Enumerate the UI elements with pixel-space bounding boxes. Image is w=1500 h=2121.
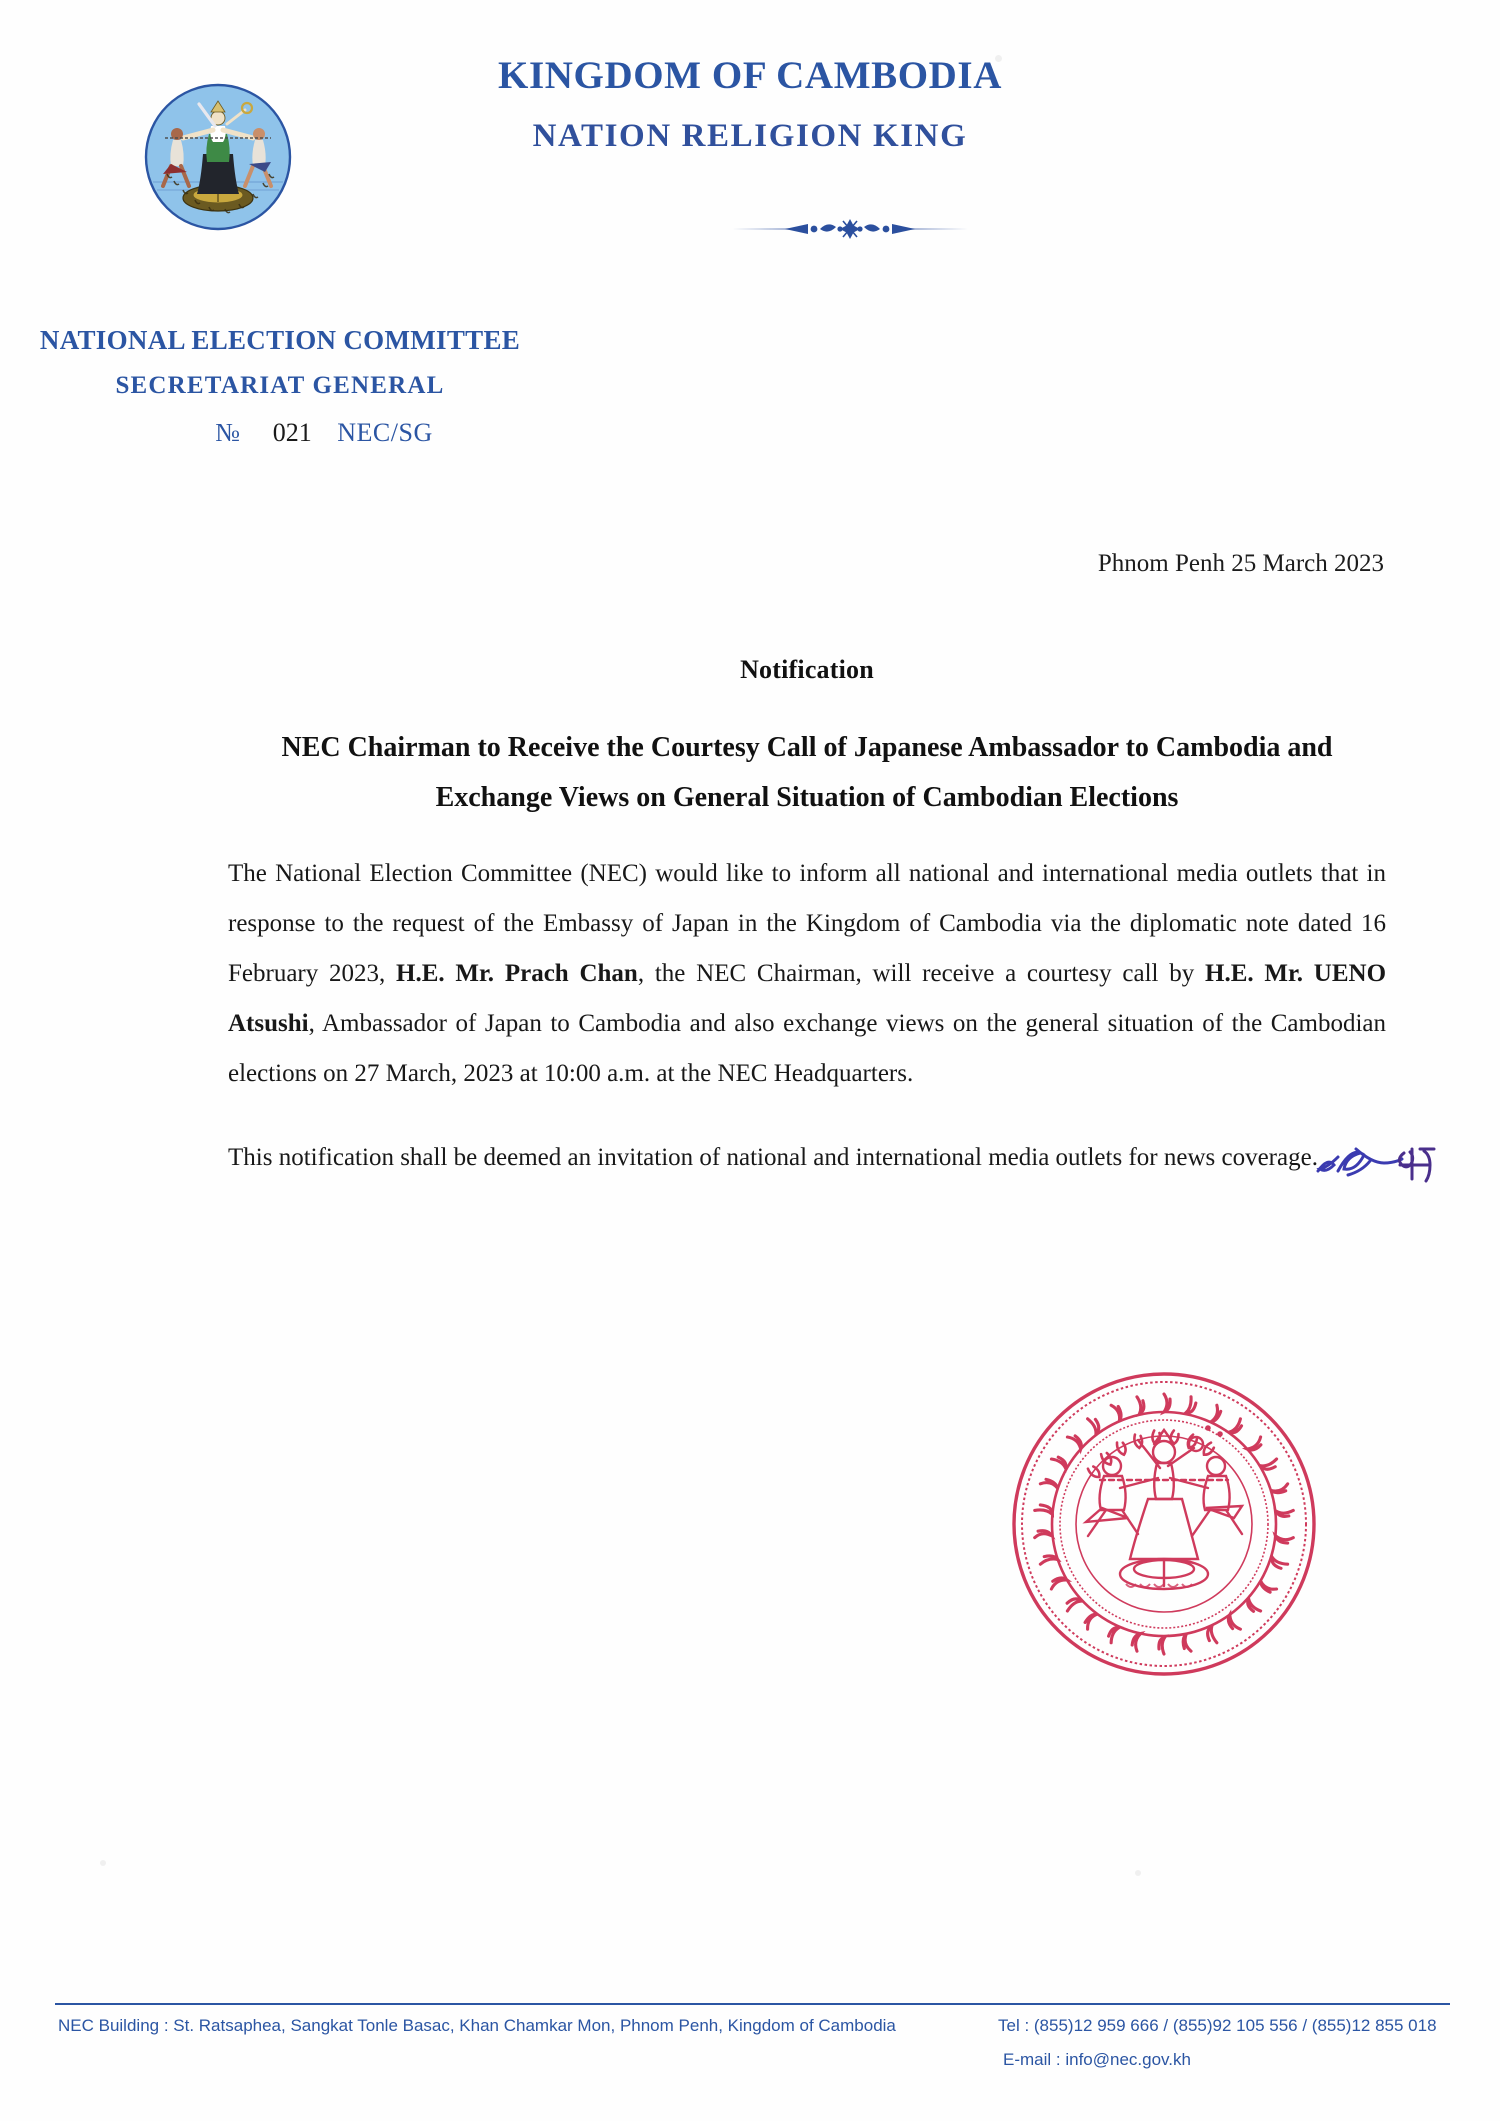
official-red-seal-stamp-icon	[1008, 1368, 1320, 1680]
footer-top-row	[58, 2016, 1448, 2036]
national-motto: NATION RELIGION KING	[532, 117, 968, 154]
paragraph-1-part-c: , Ambassador of Japan to Cambodia and also exchange views on the general situation of the Cambodian elections on 27 March, 2023 at 10:00 a.m. at the NEC Headquarters.	[228, 1009, 1386, 1087]
document-header	[400, 55, 1100, 155]
footer-email: E-mail : info@nec.gov.kh	[1003, 2050, 1191, 2069]
committee-name: NATIONAL ELECTION COMMITTEE	[39, 325, 521, 355]
place-and-date: Phnom Penh 25 March 2023	[1097, 550, 1384, 577]
paragraph-1-part-b: , the NEC Chairman, will receive a courtesy call by	[637, 959, 1205, 987]
ornamental-divider-icon	[730, 216, 970, 242]
secretariat-name: SECRETARIAT GENERAL	[115, 372, 445, 399]
scan-speck	[1135, 1870, 1141, 1876]
paragraph-1	[228, 849, 1386, 1099]
document-body	[228, 655, 1386, 1183]
chairman-name: H.E. Mr. Prach Chan	[396, 959, 638, 987]
paragraph-2	[228, 1133, 1386, 1183]
document-kind: Notification	[740, 655, 874, 684]
paragraph-1-part-a: The National Election Committee (NEC) would like to inform all national and international media outlets that in response to the request of the Embassy of Japan in the Kingdom of Cambodia via the diplomatic note dated 16 February 2023,	[228, 859, 1386, 987]
ambassador-name: H.E. Mr. UENO Atsushi	[228, 959, 1387, 1037]
scan-speck	[100, 1860, 106, 1866]
paragraph-2-text: This notification shall be deemed an invitation of national and international media outlets for news coverage.	[228, 1143, 1318, 1171]
number-code: NEC/SG	[337, 418, 433, 447]
footer-telephone: Tel : (855)12 959 666 / (855)92 105 556 / (855)12 855 018	[998, 2016, 1437, 2035]
number-value: 021	[272, 418, 312, 447]
footer-address: NEC Building : St. Ratsaphea, Sangkat Tonle Basac, Khan Chamkar Mon, Phnom Penh, Kingdom of Cambodia	[58, 2016, 896, 2035]
number-symbol: №	[215, 418, 241, 447]
reference-number-row	[20, 418, 540, 448]
handwritten-signature-icon	[1312, 1131, 1462, 1187]
institution-block	[20, 325, 540, 448]
footer-divider	[55, 2003, 1450, 2005]
cambodia-nec-emblem-icon	[143, 82, 293, 232]
document-title: NEC Chairman to Receive the Courtesy Call of Japanese Ambassador to Cambodia and Exchange Views on General Situation of Cambodian Elections	[281, 732, 1333, 813]
document-footer	[58, 2016, 1448, 2070]
kingdom-title: KINGDOM OF CAMBODIA	[498, 54, 1002, 97]
